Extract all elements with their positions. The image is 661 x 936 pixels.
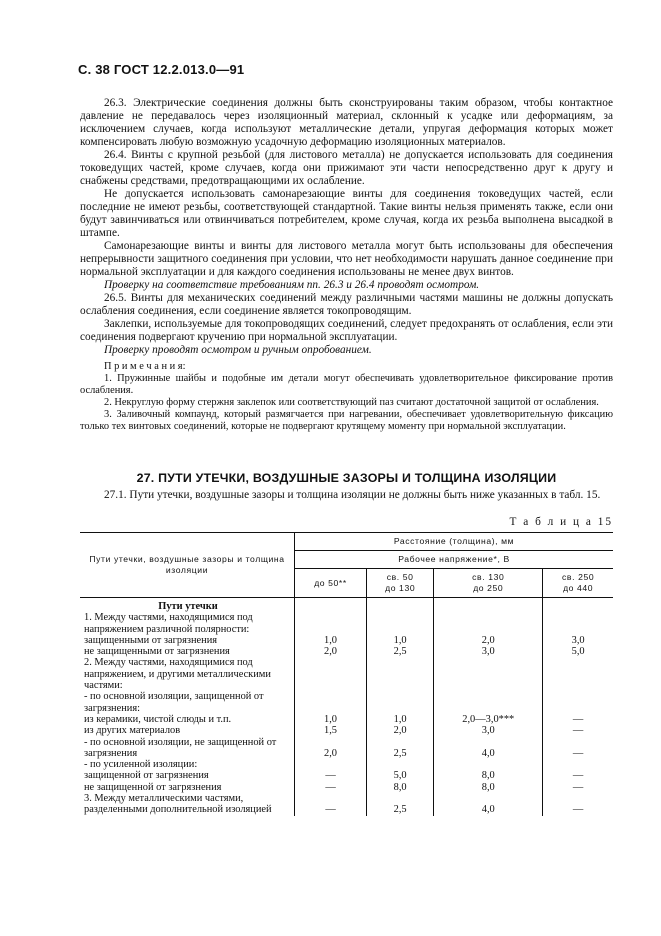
table-cell: 2,0 3,0 [434, 612, 543, 657]
table-row [80, 793, 613, 816]
table-cell: 1,0 1,5 2,0 — — [295, 657, 367, 793]
row-header: Пути утечки, воздушные зазоры и толщина изоляции [80, 533, 295, 598]
table-cell: 4,0 [434, 793, 543, 816]
note-item: 1. Пружинные шайбы и подобные им детали могут обеспечивать удовлетворительное фиксирование против ослабления. [80, 373, 613, 396]
table-cell: 3,0 5,0 [571, 634, 585, 658]
distance-header: Расстояние (толщина), мм [295, 533, 614, 551]
table-cell: 1,0 2,0 2,5 5,0 8,0 [367, 657, 434, 793]
section-title: 27. ПУТИ УТЕЧКИ, ВОЗДУШНЫЕ ЗАЗОРЫ И ТОЛЩИНА ИЗОЛЯЦИИ [136, 471, 557, 485]
paragraph: Заклепки, используемые для токопроводящих соединений, следует предохранять от ослабления, если эти соединения подвергают кручению при нормальной эксплуатации. [80, 318, 613, 343]
paragraph: Проверку проводят осмотром и ручным опробованием. [104, 344, 372, 356]
note-item: 3. Заливочный компаунд, который размягчается при нагревании, обеспечивает удовлетворительную фиксацию только тех винтовых соединений, которые не подвергают крутящему моменту при нормальной эксплуатации. [80, 409, 613, 432]
paragraph: 26.3. Электрические соединения должны быть сконструированы таким образом, чтобы контактное давление не передавалось через изоляционный материал, склонный к усадке или деформациям, за исключением случаев, когда используют металлические детали, упругая деформация которых может компенсировать любую возможную усадочную деформацию изоляционных материалов. [80, 97, 613, 148]
distance-table [80, 532, 613, 816]
table-cell: 1,0 2,0 [295, 612, 367, 657]
group-title: Пути утечки [80, 598, 295, 613]
page-header: С. 38 ГОСТ 12.2.013.0—91 [78, 62, 245, 77]
column-header: св. 130 до 250 [434, 569, 543, 598]
table-row [80, 657, 613, 793]
table-cell: — [572, 804, 584, 816]
body-text [80, 97, 613, 433]
column-header: до 50** [295, 569, 367, 598]
table-cell: — — — — — [572, 713, 584, 793]
table-cell: — [295, 793, 367, 816]
table-cell: 2,5 [367, 793, 434, 816]
paragraph: 26.5. Винты для механических соединений между различными частями машины не должны допускать ослабления соединения, если соединение является токопроводящим. [80, 292, 613, 317]
paragraph: 26.4. Винты с крупной резьбой (для листового металла) не допускается использовать для соединения токоведущих частей, кроме случаев, когда они прижимают эти части непосредственно друг к другу и снабжены средствами, предотвращающими их ослабление. [80, 149, 613, 187]
column-header: св. 250 до 440 [543, 569, 613, 598]
notes [80, 361, 613, 433]
table-caption: Т а б л и ц а 15 [509, 516, 613, 528]
paragraph: Не допускается использовать самонарезающие винты для соединения токоведущих частей, если последние не имеют резьбы, соответствующей стандартной. Такие винты нельзя применять также, если они будут завинчиваться или отвинчиваться потребителем, кроме случая, когда их резьба выполнена высадкой в штампе. [80, 188, 613, 239]
row-label: 2. Между частями, находящимися под напряжением, и другими металлическими частями: - по основной изоляции, защищенной от загрязнения: из керамики, чистой слюды и т.п. из других материалов - по основной изоляции, не защищенной от загрязнения - по усиленной изоляции: защищенной от загрязнения не защищенной от загрязнения [80, 657, 295, 793]
paragraph: Самонарезающие винты и винты для листового металла могут быть использованы для обеспечения непрерывности защитного соединения при условии, что нет необходимости нарушать данное соединение при нормальной эксплуатации и для каждого соединения использованы не менее двух винтов. [80, 240, 613, 278]
notes-title: П р и м е ч а н и я: [104, 361, 186, 372]
row-label: 3. Между металлическими частями, разделенными дополнительной изоляцией [80, 793, 295, 816]
note-item: 2. Некруглую форму стержня заклепок или соответствующий паз считают достаточной защитой от ослабления. [104, 397, 599, 408]
row-label: 1. Между частями, находящимися под напряжением различной полярности: защищенными от загрязнения не защищенными от загрязнения [80, 612, 295, 657]
table-cell: 1,0 2,5 [367, 612, 434, 657]
voltage-header: Рабочее напряжение*, В [295, 551, 614, 569]
table-row [80, 612, 613, 657]
column-header: св. 50 до 130 [367, 569, 434, 598]
table-cell: 2,0—3,0*** 3,0 4,0 8,0 8,0 [434, 657, 543, 793]
paragraph: Проверку на соответствие требованиям пп. 26.3 и 26.4 проводят осмотром. [104, 279, 480, 291]
section-intro: 27.1. Пути утечки, воздушные зазоры и толщина изоляции не должны быть ниже указанных в табл. 15. [104, 489, 601, 501]
